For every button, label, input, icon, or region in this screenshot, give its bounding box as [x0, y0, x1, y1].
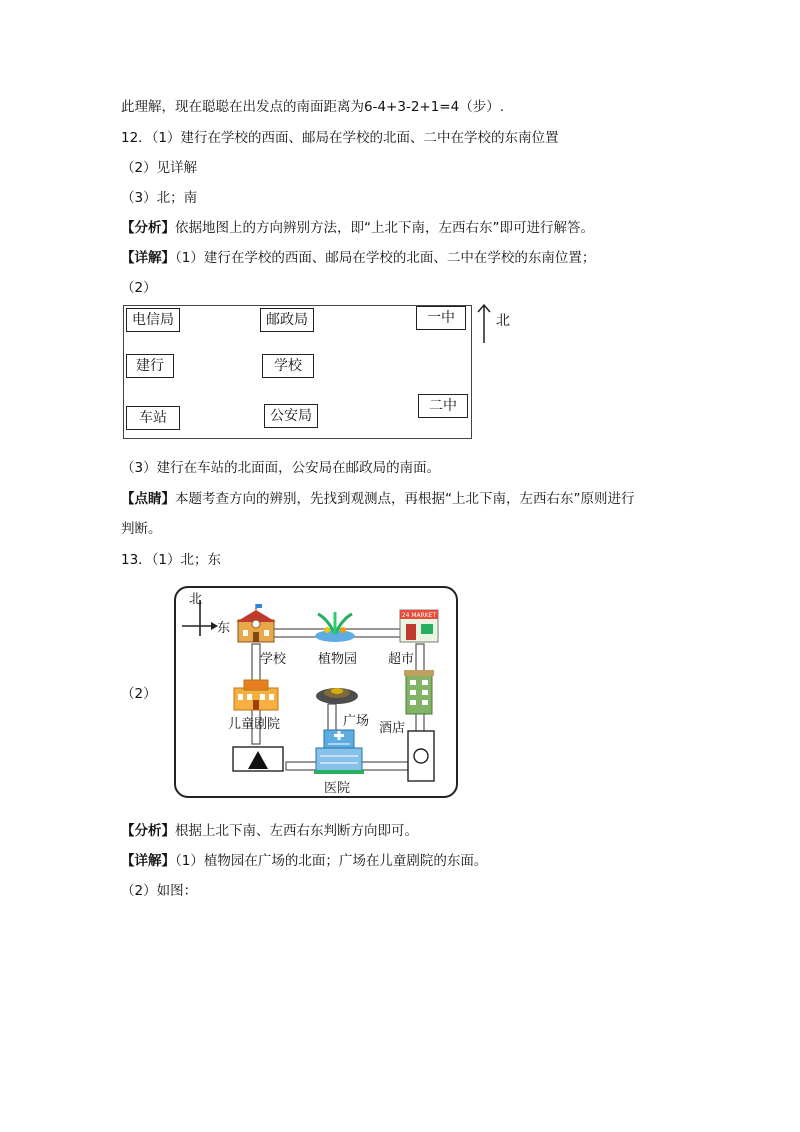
analysis-text: 依据地图上的方向辨别方法，即“上北下南，左西右东”即可进行解答。: [175, 220, 594, 236]
map1-yizhong-box: 一中: [416, 306, 466, 330]
map2-square-label: 广场: [343, 714, 370, 729]
map2-hospital-label: 医院: [324, 781, 351, 796]
hotel-building-icon: [402, 668, 436, 716]
analysis-tag-2: 【分析】: [121, 823, 175, 839]
plaza-icon: [314, 680, 360, 706]
supermarket-icon: [398, 606, 440, 644]
map2-garden-label: 植物园: [318, 652, 358, 667]
detail-tag: 【详解】: [121, 250, 175, 266]
school-building-icon: [234, 604, 278, 644]
map1-jianhang-box: 建行: [126, 354, 174, 378]
map2-hotel-label: 酒店: [379, 721, 406, 736]
detail-text: （1）建行在学校的西面、邮局在学校的北面、二中在学校的东南位置；: [175, 250, 596, 266]
map2-theater-label: 儿童剧院: [228, 717, 281, 732]
dianjing-text: 本题考查方向的辨别，先找到观测点，再根据“上北下南，左西右东”原则进行: [175, 491, 635, 507]
analysis-text-2: 根据上北下南、左西右东判断方向即可。: [175, 823, 418, 839]
map1-youzheng-box: 邮政局: [260, 308, 314, 332]
map2-east-label: 东: [217, 621, 231, 636]
dianjing-tag: 【点睛】: [121, 491, 175, 507]
north-arrow-icon: [477, 303, 491, 345]
map2-north-label: 北: [189, 592, 203, 607]
map1-xuexiao-box: 学校: [262, 354, 314, 378]
dianjing-line-1: [121, 489, 635, 509]
final-line: （2）如图：: [121, 883, 198, 899]
analysis-tag: 【分析】: [121, 220, 175, 236]
map2-supermarket-label: 超市: [388, 652, 415, 667]
map-diagram-1: [123, 305, 472, 439]
question-13-answer-1: 13．（1）北；东: [121, 552, 222, 568]
fountain-garden-icon: [312, 606, 358, 644]
map1-north-label: 北: [496, 313, 510, 329]
detail-text-2: （1）植物园在广场的北面；广场在儿童剧院的东面。: [175, 853, 488, 869]
text-line-continuation: 此理解，现在聪聪在出发点的南面距离为6-4+3-2+1=4（步）.: [121, 99, 505, 115]
dianjing-line-2: 判断。: [121, 521, 162, 537]
part-3-answer: （3）建行在车站的北面面，公安局在邮政局的南面。: [121, 460, 441, 476]
map1-gongan-box: 公安局: [264, 404, 318, 428]
theater-building-icon: [230, 676, 282, 712]
analysis-line-1: [121, 218, 594, 238]
map1-erzhong-box: 二中: [418, 394, 468, 418]
detail-line-1: [121, 248, 595, 268]
question-12-answer-2: （2）见详解: [121, 160, 198, 176]
question-13-part-2: （2）: [121, 686, 157, 702]
detail-tag-2: 【详解】: [121, 853, 175, 869]
map1-chezhan-box: 车站: [126, 406, 180, 430]
map2-school-label: 学校: [260, 652, 287, 667]
analysis-line-2: [121, 821, 418, 841]
triangle-placeholder-icon: [232, 746, 284, 772]
map1-dianxin-box: 电信局: [126, 308, 180, 332]
question-12-answer-1: 12．（1）建行在学校的西面、邮局在学校的北面、二中在学校的东南位置: [121, 130, 559, 146]
part-2-label: （2）: [121, 280, 157, 296]
question-12-answer-3: （3）北；南: [121, 190, 198, 206]
market-sign-text: 24 MARKET: [401, 612, 437, 619]
detail-line-2: [121, 851, 487, 871]
circle-placeholder-icon: [407, 730, 435, 782]
hospital-building-icon: [314, 726, 364, 774]
